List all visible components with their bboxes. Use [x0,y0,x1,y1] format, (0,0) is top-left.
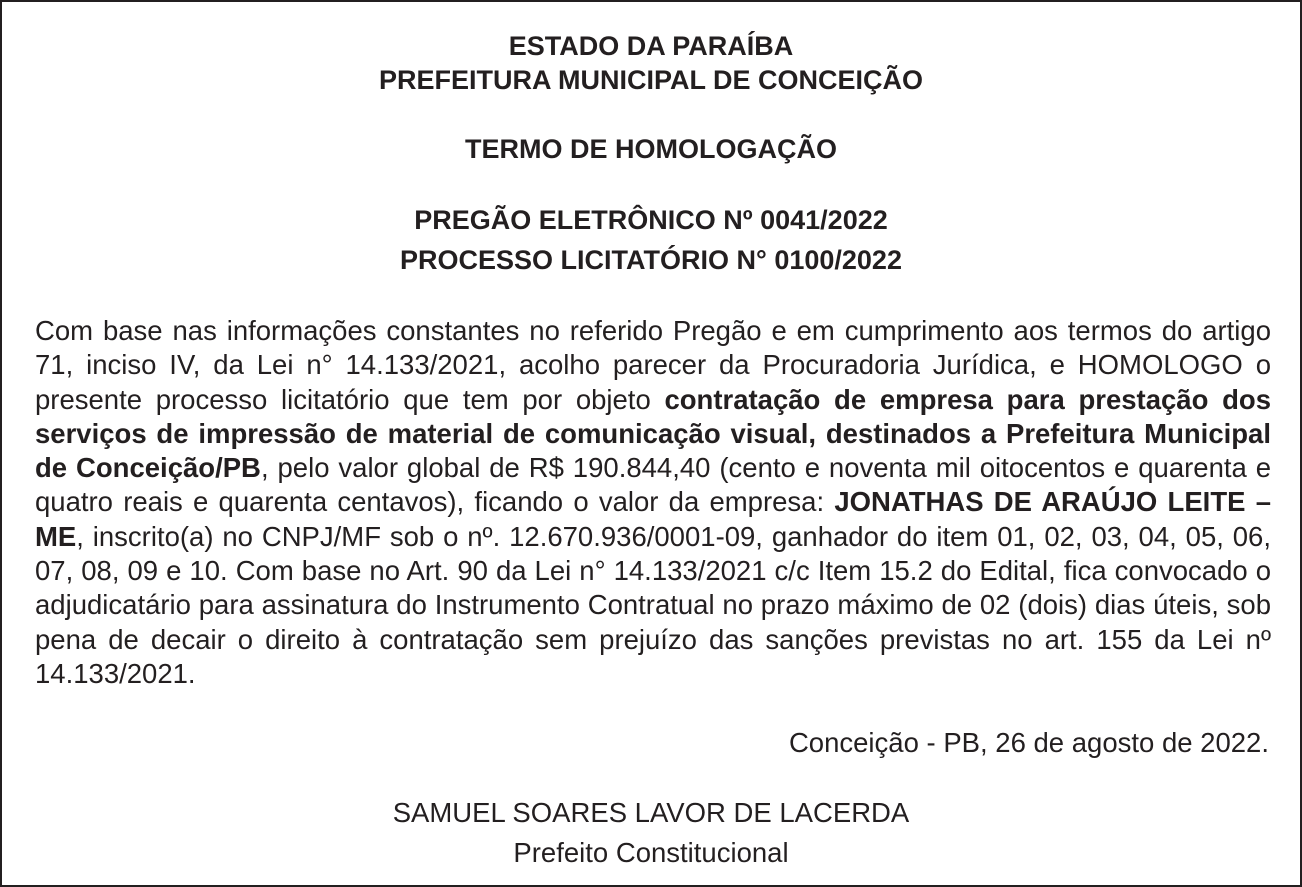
city-hall-heading: PREFEITURA MUNICIPAL DE CONCEIÇÃO [378,65,924,95]
body-closing-text: , inscrito(a) no CNPJ/MF sob o nº. 12.670.936/0001-09, ganhador do item 01, 02, 03, 04, 05, 06, 07, 08, 09 e 10. Com base no Art. 90 da Lei n° 14.133/2021 c/c Item 15.2 do Edital, fica convocado o adjudicatário para assinatura do Instrumento Contratual no prazo máximo de 02 (dois) dias úteis, sob pena de decair o direito à contratação sem prejuízo das sanções previstas no art. 155 da Lei nº 14.133/2021. [35,520,1271,689]
body-value-text: , pelo valor global de R$ 190.844,40 (cento e noventa mil oitocentos e quarenta e quatro reais e quarenta centavos), ficando o valor da empresa: [35,452,1272,518]
contract-object: contratação de empresa para prestação dos serviços de impressão de material de comunicação visual, destinados a Prefeitura Municipal de Conceição/PB [35,383,1271,484]
state-heading: ESTADO DA PARAÍBA [508,31,794,61]
document-title: TERMO DE HOMOLOGAÇÃO [465,134,837,164]
process-number: PROCESSO LICITATÓRIO N° 0100/2022 [400,245,902,275]
homologation-body [35,314,1271,691]
signatory-role: Prefeito Constitucional [513,837,789,868]
date-place: Conceição - PB, 26 de agosto de 2022. [788,727,1269,758]
winning-company: JONATHAS DE ARAÚJO LEITE – ME [35,486,1271,552]
signatory-name: SAMUEL SOARES LAVOR DE LACERDA [392,797,910,828]
pregao-number: PREGÃO ELETRÔNICO Nº 0041/2022 [414,205,888,235]
body-intro-text: Com base nas informações constantes no referido Pregão e em cumprimento aos termos do artigo 71, inciso IV, da Lei n° 14.133/2021, acolho parecer da Procuradoria Jurídica, e HOMOLOGO o presente processo licitatório que tem por objeto [35,315,1271,415]
